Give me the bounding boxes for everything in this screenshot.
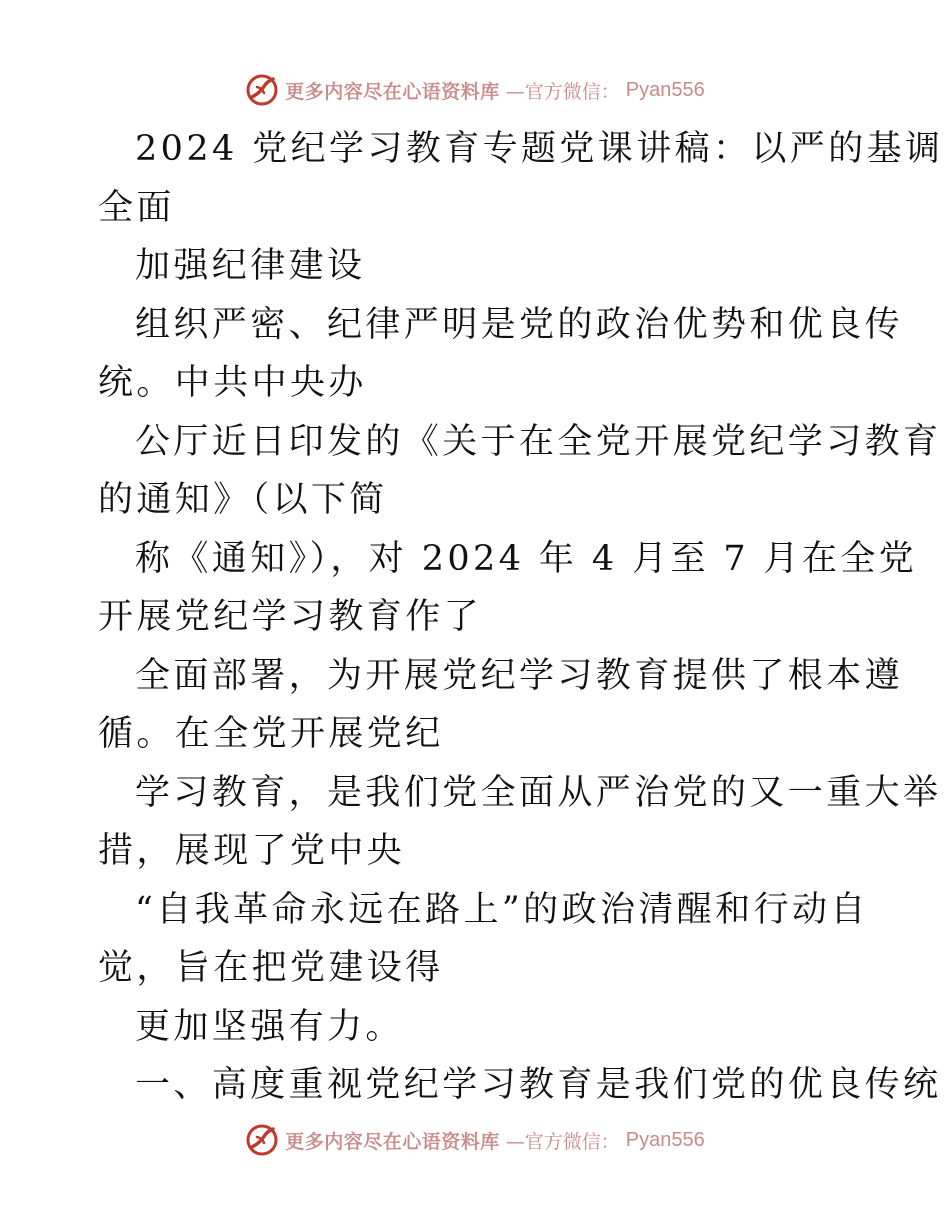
watermark-official-text: —官方微信： (505, 80, 620, 103)
brush-logo-icon (245, 1123, 279, 1157)
watermark-official-text: —官方微信： (505, 1130, 620, 1153)
text-line: 开展党纪学习教育作了 (98, 597, 483, 637)
document-body (98, 120, 944, 1115)
watermark-wechat-id: Pyan556 (625, 1128, 705, 1151)
watermark-site-text: 更多内容尽在心语资料库 (285, 80, 500, 103)
text-line: 学习教育，是我们党全面从严治党的又一重大举 (135, 772, 942, 813)
text-line: 全面 (98, 187, 175, 228)
watermark-site-text: 更多内容尽在心语资料库 (285, 1130, 500, 1153)
text-line: 加强纪律建设 (135, 246, 366, 286)
text-line: 一、高度重视党纪学习教育是我们党的优良传统 (135, 1065, 942, 1105)
brush-logo-icon (245, 73, 279, 107)
text-line: 更加坚强有力。 (135, 1006, 404, 1047)
text-line: 组织严密、纪律严明是党的政治优势和优良传 (135, 304, 904, 345)
text-line: 全面部署，为开展党纪学习教育提供了根本遵 (135, 655, 904, 696)
text-line: 措，展现了党中央 (98, 831, 406, 871)
text-line: 统。中共中央办 (98, 363, 367, 403)
text-line: “自我革命永远在路上”的政治清醒和行动自 (135, 889, 869, 930)
text-line: 觉，旨在把党建设得 (98, 948, 444, 988)
watermark-wechat-id: Pyan556 (625, 78, 705, 101)
text-line: 的通知》（以下简 (98, 480, 388, 520)
footer-watermark (0, 1120, 950, 1160)
text-line: 2024 党纪学习教育专题党课讲稿：以严的基调 (135, 129, 944, 169)
text-line: 公厅近日印发的《关于在全党开展党纪学习教育 (135, 421, 942, 462)
text-line: 循。在全党开展党纪 (98, 714, 444, 754)
text-line: 称《通知》），对 2024 年 4 月至 7 月在全党 (135, 538, 918, 579)
header-watermark (0, 70, 950, 110)
